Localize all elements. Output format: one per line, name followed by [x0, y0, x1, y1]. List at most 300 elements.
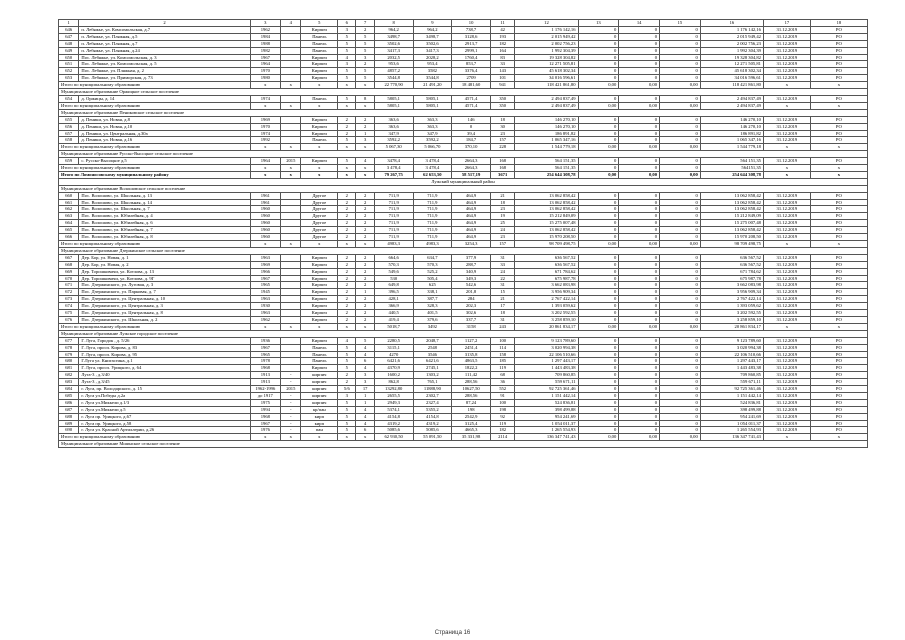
table-cell: x [810, 82, 867, 89]
table-cell: 87,24 [452, 399, 491, 406]
table-cell: 363,3 [413, 116, 452, 123]
table-cell: 13 062 858,42 [700, 192, 763, 199]
table-cell: 1984 [250, 33, 281, 40]
table-cell: 0 [619, 413, 660, 420]
table-cell: РО [810, 158, 867, 165]
table-cell [281, 192, 301, 199]
table-cell: 100 [490, 399, 514, 406]
table-cell: 2 [338, 310, 356, 317]
table-cell: x [763, 241, 810, 248]
table-cell: 31.12.2019 [763, 316, 810, 323]
table-cell: Другое [301, 199, 338, 206]
table-cell: x [356, 144, 374, 151]
table-cell: 20 861 834,17 [700, 323, 763, 330]
table-cell: 10627,50 [452, 386, 491, 393]
table-cell: 1760,4 [452, 54, 491, 61]
table-row [59, 116, 868, 123]
table-cell: 1960 [250, 234, 281, 241]
table-cell: 1978 [250, 358, 281, 365]
table-cell: 401,5 [413, 310, 452, 317]
table-cell [281, 40, 301, 47]
table-cell: 31.12.2019 [763, 199, 810, 206]
table-cell: 684 [59, 386, 79, 393]
table-cell: 0 [619, 289, 660, 296]
table-cell: x [356, 434, 374, 441]
subtotal-label: Итого по муниципальному образованию [59, 144, 251, 151]
table-cell: Другое [301, 227, 338, 234]
table-cell: 657 [59, 130, 79, 137]
table-cell: 675 987,78 [515, 275, 578, 282]
table-cell: 0,00 [578, 82, 619, 89]
table-cell: 284 [452, 296, 491, 303]
table-cell: 564151,35 [700, 165, 763, 172]
table-cell: 675 [59, 310, 79, 317]
table-cell: 0,00 [619, 171, 660, 178]
table-cell: 3492 [413, 323, 452, 330]
table-cell: 2 [338, 289, 356, 296]
table-cell: - [281, 413, 301, 420]
table-cell: г. Луга ул.Победы д.2а [79, 392, 250, 399]
table-cell: 5805,1 [374, 95, 413, 102]
table-cell: 711,9 [374, 227, 413, 234]
table-row [59, 254, 868, 261]
table-cell: 4319,2 [374, 420, 413, 427]
subtotal-label: Итого по муниципальному образованию [59, 241, 251, 248]
table-cell: 3115,1 [374, 344, 413, 351]
table-cell: 3 478,4 [374, 165, 413, 172]
table-cell: кирпич [301, 399, 338, 406]
table-cell: 2 [356, 234, 374, 241]
table-cell: г. Луга пр. Урицкого, д.67 [79, 413, 250, 420]
table-cell: x [281, 323, 301, 330]
table-cell: 0,00 [619, 434, 660, 441]
table-cell: 31.12.2019 [763, 206, 810, 213]
table-cell: 711,9 [413, 199, 452, 206]
table-cell: Пос. Волошово, ул. Юбилейная, д. 6 [79, 220, 250, 227]
table-cell: 146 [452, 116, 491, 123]
table-cell: 0 [660, 158, 701, 165]
table-cell: РО [810, 26, 867, 33]
table-cell: 23 [490, 130, 514, 137]
table-cell: 687 [59, 406, 79, 413]
table-cell: Дер. Бор, ул. Новая, д. 2 [79, 261, 250, 268]
table-cell: 683 [59, 379, 79, 386]
table-cell: 1969 [250, 261, 281, 268]
table-cell: 0,00 [619, 241, 660, 248]
table-cell: РО [810, 310, 867, 317]
table-cell: 0 [452, 123, 491, 130]
table-cell: 1967 [250, 275, 281, 282]
header-cell: 6 [338, 20, 356, 27]
table-cell: 5805,1 [413, 102, 452, 109]
table-cell: 0 [660, 386, 701, 393]
table-cell: РО [810, 199, 867, 206]
table-cell [281, 47, 301, 54]
table-cell: 0 [660, 296, 701, 303]
table-cell [281, 289, 301, 296]
table-cell: 3502,6 [374, 40, 413, 47]
subtotal-row [59, 102, 868, 109]
table-cell: 5 067,30 [374, 144, 413, 151]
table-cell: 649 [59, 47, 79, 54]
table-cell: 0 [619, 365, 660, 372]
table-cell: 5 [338, 137, 356, 144]
table-cell: 5/6 [338, 386, 356, 393]
table-row [59, 289, 868, 296]
table-cell: 0 [660, 351, 701, 358]
table-cell: 0,00 [619, 102, 660, 109]
table-cell: 0 [660, 254, 701, 261]
table-cell: Кирпич [301, 61, 338, 68]
table-cell: 31.12.2019 [763, 399, 810, 406]
table-row [59, 68, 868, 75]
table-cell: x [250, 171, 281, 178]
table-cell: x [338, 434, 356, 441]
table-row [59, 268, 868, 275]
table-cell: 3544,8 [413, 75, 452, 82]
table-cell: 711,9 [413, 213, 452, 220]
table-cell: 4 [356, 406, 374, 413]
table-cell: 564 151,35 [515, 158, 578, 165]
table-cell: 2913,7 [452, 40, 491, 47]
table-cell: 1988 [250, 40, 281, 47]
table-cell: x [338, 241, 356, 248]
table-cell: 941 [490, 82, 514, 89]
table-cell: 765,1 [413, 379, 452, 386]
table-cell: 5 [338, 75, 356, 82]
table-cell: 2 [338, 199, 356, 206]
table-cell: 31.12.2019 [763, 116, 810, 123]
table-cell: 1967 [250, 54, 281, 61]
table-cell: 0 [660, 392, 701, 399]
table-cell: РО [810, 116, 867, 123]
table-cell: 4 [356, 344, 374, 351]
table-cell: РО [810, 137, 867, 144]
table-cell: Пос. Волошово, ул. Юбилейная, д. 8 [79, 234, 250, 241]
table-cell: 3498,7 [374, 33, 413, 40]
table-cell [281, 137, 301, 144]
table-cell: x [338, 165, 356, 172]
table-cell: x [301, 102, 338, 109]
table-cell: 31.12.2019 [763, 358, 810, 365]
table-cell: 2 [338, 116, 356, 123]
table-cell: 35 331,98 [452, 434, 491, 441]
table-cell: 2 [338, 316, 356, 323]
table-cell: 350 [490, 95, 514, 102]
table-row [59, 296, 868, 303]
table-cell: 98 709 498,75 [700, 241, 763, 248]
table-cell: 31.12.2019 [763, 379, 810, 386]
table-cell: п. Лебяжье, ул. Пляжная, д.5 [79, 33, 250, 40]
table-cell: 92 725 361,46 [700, 386, 763, 393]
table-cell: x [810, 171, 867, 178]
table-cell: Кирпич [301, 261, 338, 268]
table-cell: 709 860,85 [515, 372, 578, 379]
table-cell: 0 [619, 282, 660, 289]
table-cell: 1961 [250, 192, 281, 199]
table-cell: 0 [660, 192, 701, 199]
table-cell: РО [810, 47, 867, 54]
table-cell: 1127,2 [452, 337, 491, 344]
table-cell: - [281, 427, 301, 434]
table-cell: 2 [356, 316, 374, 323]
table-cell [281, 303, 301, 310]
table-cell: 0 [578, 358, 619, 365]
table-cell: 2 [338, 261, 356, 268]
table-cell: 0 [619, 337, 660, 344]
table-cell: 954 241,69 [700, 413, 763, 420]
table-row [59, 392, 868, 399]
table-row [59, 95, 868, 102]
table-cell: 0,00 [578, 241, 619, 248]
table-cell: 5 [338, 427, 356, 434]
table-cell [281, 310, 301, 317]
table-cell: 5374,1 [374, 406, 413, 413]
table-cell: 4370,9 [374, 365, 413, 372]
table-cell: 0 [578, 372, 619, 379]
table-cell [281, 130, 301, 137]
table-cell: д. Пеники, ул. Новая, д.16 [79, 137, 250, 144]
table-cell: 5 [338, 344, 356, 351]
table-cell: 662 [59, 206, 79, 213]
table-cell: 654 [59, 95, 79, 102]
table-cell: 31.12.2019 [763, 344, 810, 351]
table-cell: Луга-3 , д.3/40 [79, 372, 250, 379]
table-cell: 2 [356, 123, 374, 130]
table-row [59, 337, 868, 344]
table-cell: 2 [356, 220, 374, 227]
table-cell: 625 [413, 282, 452, 289]
table-row [59, 137, 868, 144]
table-cell: 0 [619, 26, 660, 33]
table-cell: 118 421 861,80 [515, 82, 578, 89]
table-cell: 136 347 741,43 [515, 434, 578, 441]
group-heading-row [59, 247, 868, 254]
table-row [59, 386, 868, 393]
table-cell: 2028,2 [413, 54, 452, 61]
table-cell: 198 [490, 406, 514, 413]
table-cell: 2 [356, 268, 374, 275]
table-cell: Кирпич [301, 268, 338, 275]
table-cell: 0 [660, 427, 701, 434]
table-cell: РО [810, 351, 867, 358]
table-cell: 5 [338, 47, 356, 54]
table-cell: 2 [356, 275, 374, 282]
table-cell: 2 [338, 254, 356, 261]
table-cell: 4 [356, 413, 374, 420]
group-heading-row [59, 109, 868, 116]
table-cell: 2 [356, 254, 374, 261]
table-cell: 1963 [250, 254, 281, 261]
table-cell: 419,4 [374, 316, 413, 323]
table-cell: 2015 [281, 386, 301, 393]
table-cell: 1974 [250, 95, 281, 102]
table-cell: 666 [59, 234, 79, 241]
table-cell: x [810, 102, 867, 109]
table-cell: 0 [660, 344, 701, 351]
table-cell: 0 [660, 358, 701, 365]
table-cell: 2 002 756,23 [515, 40, 578, 47]
table-cell: 5 [338, 68, 356, 75]
table-cell: 13 062 858,42 [515, 227, 578, 234]
table-cell: 0 [660, 303, 701, 310]
table-cell: 1960 [250, 206, 281, 213]
table-cell: x [356, 165, 374, 172]
table-cell: 464,9 [452, 234, 491, 241]
table-cell: 2 [338, 303, 356, 310]
table-cell: 13 062 858,42 [515, 192, 578, 199]
table-cell: 0 [619, 372, 660, 379]
table-cell: 119 [490, 420, 514, 427]
table-cell [281, 344, 301, 351]
table-cell: 673 [59, 296, 79, 303]
table-cell: 678 [59, 344, 79, 351]
table-cell: 0 [619, 261, 660, 268]
table-cell: 1 151 442,14 [700, 392, 763, 399]
table-cell: 146 270,10 [700, 116, 763, 123]
table-cell: 5 [338, 420, 356, 427]
table-cell: 2015 [281, 158, 301, 165]
table-cell: 0 [578, 158, 619, 165]
table-cell: 22 [490, 275, 514, 282]
table-cell: x [763, 171, 810, 178]
table-cell: 0 [578, 365, 619, 372]
table-cell: 19 328 304,82 [515, 54, 578, 61]
table-cell: 5018,7 [374, 323, 413, 330]
table-cell: 18 [490, 199, 514, 206]
table-cell: 0 [578, 427, 619, 434]
table-cell: 1963 [250, 310, 281, 317]
table-cell: 13 062 858,42 [700, 206, 763, 213]
table-cell: 711,9 [413, 234, 452, 241]
subtotal-label: Итого по муниципальному образованию [59, 165, 251, 172]
table-row [59, 123, 868, 130]
table-row [59, 316, 868, 323]
table-cell: 30 [490, 123, 514, 130]
table-cell [281, 358, 301, 365]
table-cell: Г. Луга, просп. Кирова, д. 95 [79, 351, 250, 358]
table-cell: 0 [660, 234, 701, 241]
header-cell: 11 [490, 20, 514, 27]
table-cell [281, 206, 301, 213]
table-cell: 13 062 858,42 [515, 206, 578, 213]
table-cell: 4 [356, 351, 374, 358]
table-row [59, 310, 868, 317]
table-cell: 21 [490, 192, 514, 199]
table-cell: x [763, 434, 810, 441]
table-cell: 17 [490, 303, 514, 310]
table-cell: кирпич [301, 392, 338, 399]
table-cell: 92 725 361,46 [515, 386, 578, 393]
table-cell: 6421,6 [374, 358, 413, 365]
table-cell: 570,3 [374, 261, 413, 268]
table-cell [281, 199, 301, 206]
table-cell: 1 544 779,18 [700, 144, 763, 151]
table-cell: 682 [59, 372, 79, 379]
table-cell: 1600,2 [374, 372, 413, 379]
table-cell: 0 [619, 386, 660, 393]
table-cell: 5 [338, 33, 356, 40]
table-cell: 0 [660, 413, 701, 420]
table-cell: 1961 [250, 199, 281, 206]
header-cell: 8 [374, 20, 413, 27]
district-heading-row [59, 178, 868, 185]
table-row [59, 61, 868, 68]
table-cell: 193 [490, 33, 514, 40]
table-cell: 13 062 858,42 [700, 227, 763, 234]
table-cell: 652 [59, 68, 79, 75]
table-cell: 0,00 [660, 102, 701, 109]
table-cell: 2 [356, 199, 374, 206]
table-cell: 0 [578, 234, 619, 241]
table-cell: 688 [59, 413, 79, 420]
table-cell: 0 [619, 275, 660, 282]
table-cell: 146 270,10 [515, 116, 578, 123]
group-heading-row [59, 185, 868, 192]
table-cell: 0 [619, 316, 660, 323]
table-cell: 22 106 510,66 [515, 351, 578, 358]
table-cell: x [356, 171, 374, 178]
table-cell: 862,8 [374, 379, 413, 386]
table-cell: 2 [338, 227, 356, 234]
table-cell: 2 [356, 282, 374, 289]
table-cell: 1968 [250, 365, 281, 372]
table-cell: 651 [59, 61, 79, 68]
table-cell: РО [810, 427, 867, 434]
table-cell: 349,3 [452, 275, 491, 282]
table-cell: 31.12.2019 [763, 227, 810, 234]
table-cell: 660 [59, 192, 79, 199]
table-cell: 658 [59, 137, 79, 144]
table-cell: 0 [578, 137, 619, 144]
table-cell: 5 [356, 47, 374, 54]
table-cell: 0 [578, 282, 619, 289]
table-cell: п. Лебяжье, ул. Пляжная, д.7 [79, 40, 250, 47]
table-row [59, 75, 868, 82]
table-cell: 0 [660, 406, 701, 413]
table-cell: 15 275 007,48 [515, 220, 578, 227]
table-cell: 23 [490, 234, 514, 241]
table-cell: 1 393 059,62 [700, 303, 763, 310]
table-cell: 12 271 505,81 [515, 61, 578, 68]
table-cell: 953,4 [413, 61, 452, 68]
table-cell: 24 [490, 268, 514, 275]
table-cell: 3592,2 [374, 137, 413, 144]
table-cell: 1822,2 [452, 365, 491, 372]
table-cell [281, 116, 301, 123]
header-cell: 10 [452, 20, 491, 27]
table-cell: 1962 [250, 26, 281, 33]
table-cell: 0 [660, 261, 701, 268]
table-cell: 549,6 [374, 268, 413, 275]
table-cell: 711,9 [374, 213, 413, 220]
subtotal-row [59, 323, 868, 330]
table-cell: п. Лебяжье, ул. Пляжная, д.24 [79, 47, 250, 54]
table-cell: 5355,2 [413, 406, 452, 413]
table-cell: 0 [619, 33, 660, 40]
table-cell: кирп [301, 420, 338, 427]
table-cell: г. Луга пр. Урицкого, д.58 [79, 420, 250, 427]
table-cell: 3671 [490, 171, 514, 178]
table-cell: 111,42 [452, 372, 491, 379]
table-cell: 31.12.2019 [763, 392, 810, 399]
table-cell: - [281, 372, 301, 379]
table-cell: 0 [578, 386, 619, 393]
table-cell: Кирпич [301, 316, 338, 323]
table-cell: 31.12.2019 [763, 282, 810, 289]
table-cell: 1913 [250, 379, 281, 386]
table-cell: 672 [59, 289, 79, 296]
